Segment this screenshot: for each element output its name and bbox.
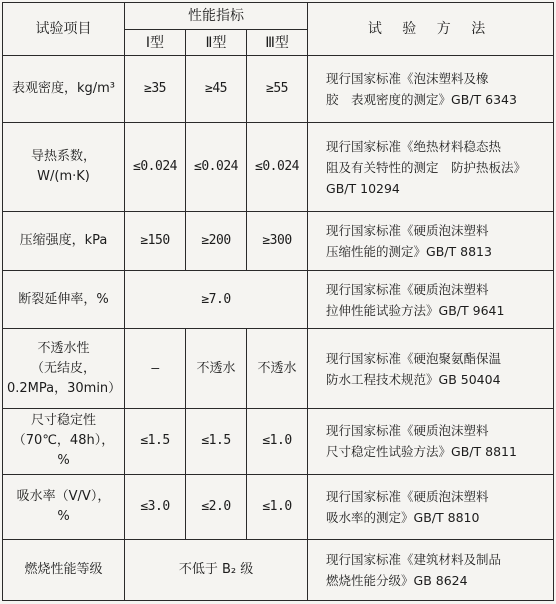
item-line: （无结皮，: [30, 360, 96, 376]
table-row: [3, 474, 554, 539]
cell-type1: ≤1.5: [125, 408, 186, 474]
cell-item: [3, 271, 125, 329]
method-line: 阻及有关特性的测定 防护热板法》: [326, 159, 527, 175]
method-line: 吸水率的测定》GB/T 8810: [326, 509, 480, 525]
cell-item: [3, 123, 125, 212]
cell-type1: ≥35: [125, 56, 186, 123]
item-line: %: [57, 508, 70, 524]
cell-item: [3, 212, 125, 271]
table-row: [3, 56, 554, 123]
method-line: 防水工程技术规范》GB 50404: [326, 371, 501, 387]
cell-method: [308, 56, 554, 123]
item-line: 表观密度，kg/m³: [11, 81, 116, 97]
cell-type3: ≤1.0: [247, 474, 308, 539]
cell-item: [3, 408, 125, 474]
cell-method: [308, 212, 554, 271]
cell-type2: ≤2.0: [186, 474, 247, 539]
method-line: 尺寸稳定性试验方法》GB/T 8811: [326, 444, 517, 460]
cell-type2: ≥45: [186, 56, 247, 123]
item-line: 0.2MPa，30min）: [7, 380, 122, 396]
cell-method: [308, 539, 554, 600]
cell-type2: 不透水: [186, 329, 247, 408]
header-method: 试 验 方 法: [308, 3, 554, 56]
cell-type2: ≤1.5: [186, 408, 247, 474]
method-line: 现行国家标准《建筑材料及制品: [326, 551, 502, 567]
item-line: 吸水率（V/V），: [16, 488, 111, 504]
header-item: 试验项目: [3, 3, 125, 56]
cell-item: [3, 474, 125, 539]
header-type3: Ⅲ型: [247, 30, 308, 56]
method-line: 现行国家标准《绝热材料稳态热: [326, 138, 502, 154]
item-line: 导热系数，: [30, 149, 96, 165]
method-line: 现行国家标准《硬质泡沫塑料: [326, 281, 489, 297]
item-line: 不透水性: [37, 340, 90, 356]
method-line: 现行国家标准《泡沫塑料及橡: [326, 71, 489, 87]
cell-type1: ≤0.024: [125, 123, 186, 212]
method-line: 压缩性能的测定》GB/T 8813: [326, 244, 492, 260]
header-type1: Ⅰ型: [125, 30, 186, 56]
cell-type1: ≥150: [125, 212, 186, 271]
cell-method: [308, 271, 554, 329]
cell-method: [308, 123, 554, 212]
item-line: W/(m·K): [37, 169, 90, 185]
header-indicators: 性能指标: [125, 3, 308, 30]
performance-table: [2, 2, 554, 601]
cell-type1: —: [125, 329, 186, 408]
table-row: [3, 212, 554, 271]
cell-method: [308, 329, 554, 408]
header-row: [3, 3, 554, 30]
method-line: 现行国家标准《硬泡聚氨酯保温: [326, 350, 502, 366]
method-line: 燃烧性能分级》GB 8624: [326, 572, 468, 588]
cell-value-merged: 不低于 B₂ 级: [125, 539, 308, 600]
table-row: [3, 271, 554, 329]
cell-item: [3, 329, 125, 408]
method-line: 拉伸性能试验方法》GB/T 9641: [326, 302, 505, 318]
cell-type3: ≤0.024: [247, 123, 308, 212]
cell-type3: ≥300: [247, 212, 308, 271]
table-row: [3, 539, 554, 600]
method-line: 现行国家标准《硬质泡沫塑料: [326, 223, 489, 239]
table-body: [3, 56, 554, 601]
item-line: （70℃，48h），%: [12, 433, 115, 469]
cell-item: [3, 539, 125, 600]
cell-type3: ≤1.0: [247, 408, 308, 474]
cell-type2: ≥200: [186, 212, 247, 271]
method-line: GB/T 10294: [326, 180, 400, 196]
method-line: 胶 表观密度的测定》GB/T 6343: [326, 92, 517, 108]
cell-type1: ≤3.0: [125, 474, 186, 539]
cell-item: [3, 56, 125, 123]
cell-method: [308, 408, 554, 474]
item-line: 压缩强度，kPa: [19, 233, 108, 249]
item-line: 尺寸稳定性: [30, 413, 96, 429]
table-row: [3, 123, 554, 212]
cell-type3: ≥55: [247, 56, 308, 123]
method-line: 现行国家标准《硬质泡沫塑料: [326, 488, 489, 504]
item-line: 断裂延伸率，%: [18, 291, 109, 307]
cell-type3: 不透水: [247, 329, 308, 408]
cell-method: [308, 474, 554, 539]
cell-value-merged: ≥7.0: [125, 271, 308, 329]
item-line: 燃烧性能等级: [24, 561, 103, 577]
method-line: 现行国家标准《硬质泡沫塑料: [326, 423, 489, 439]
table-row: [3, 329, 554, 408]
cell-type2: ≤0.024: [186, 123, 247, 212]
table-row: [3, 408, 554, 474]
header-type2: Ⅱ型: [186, 30, 247, 56]
